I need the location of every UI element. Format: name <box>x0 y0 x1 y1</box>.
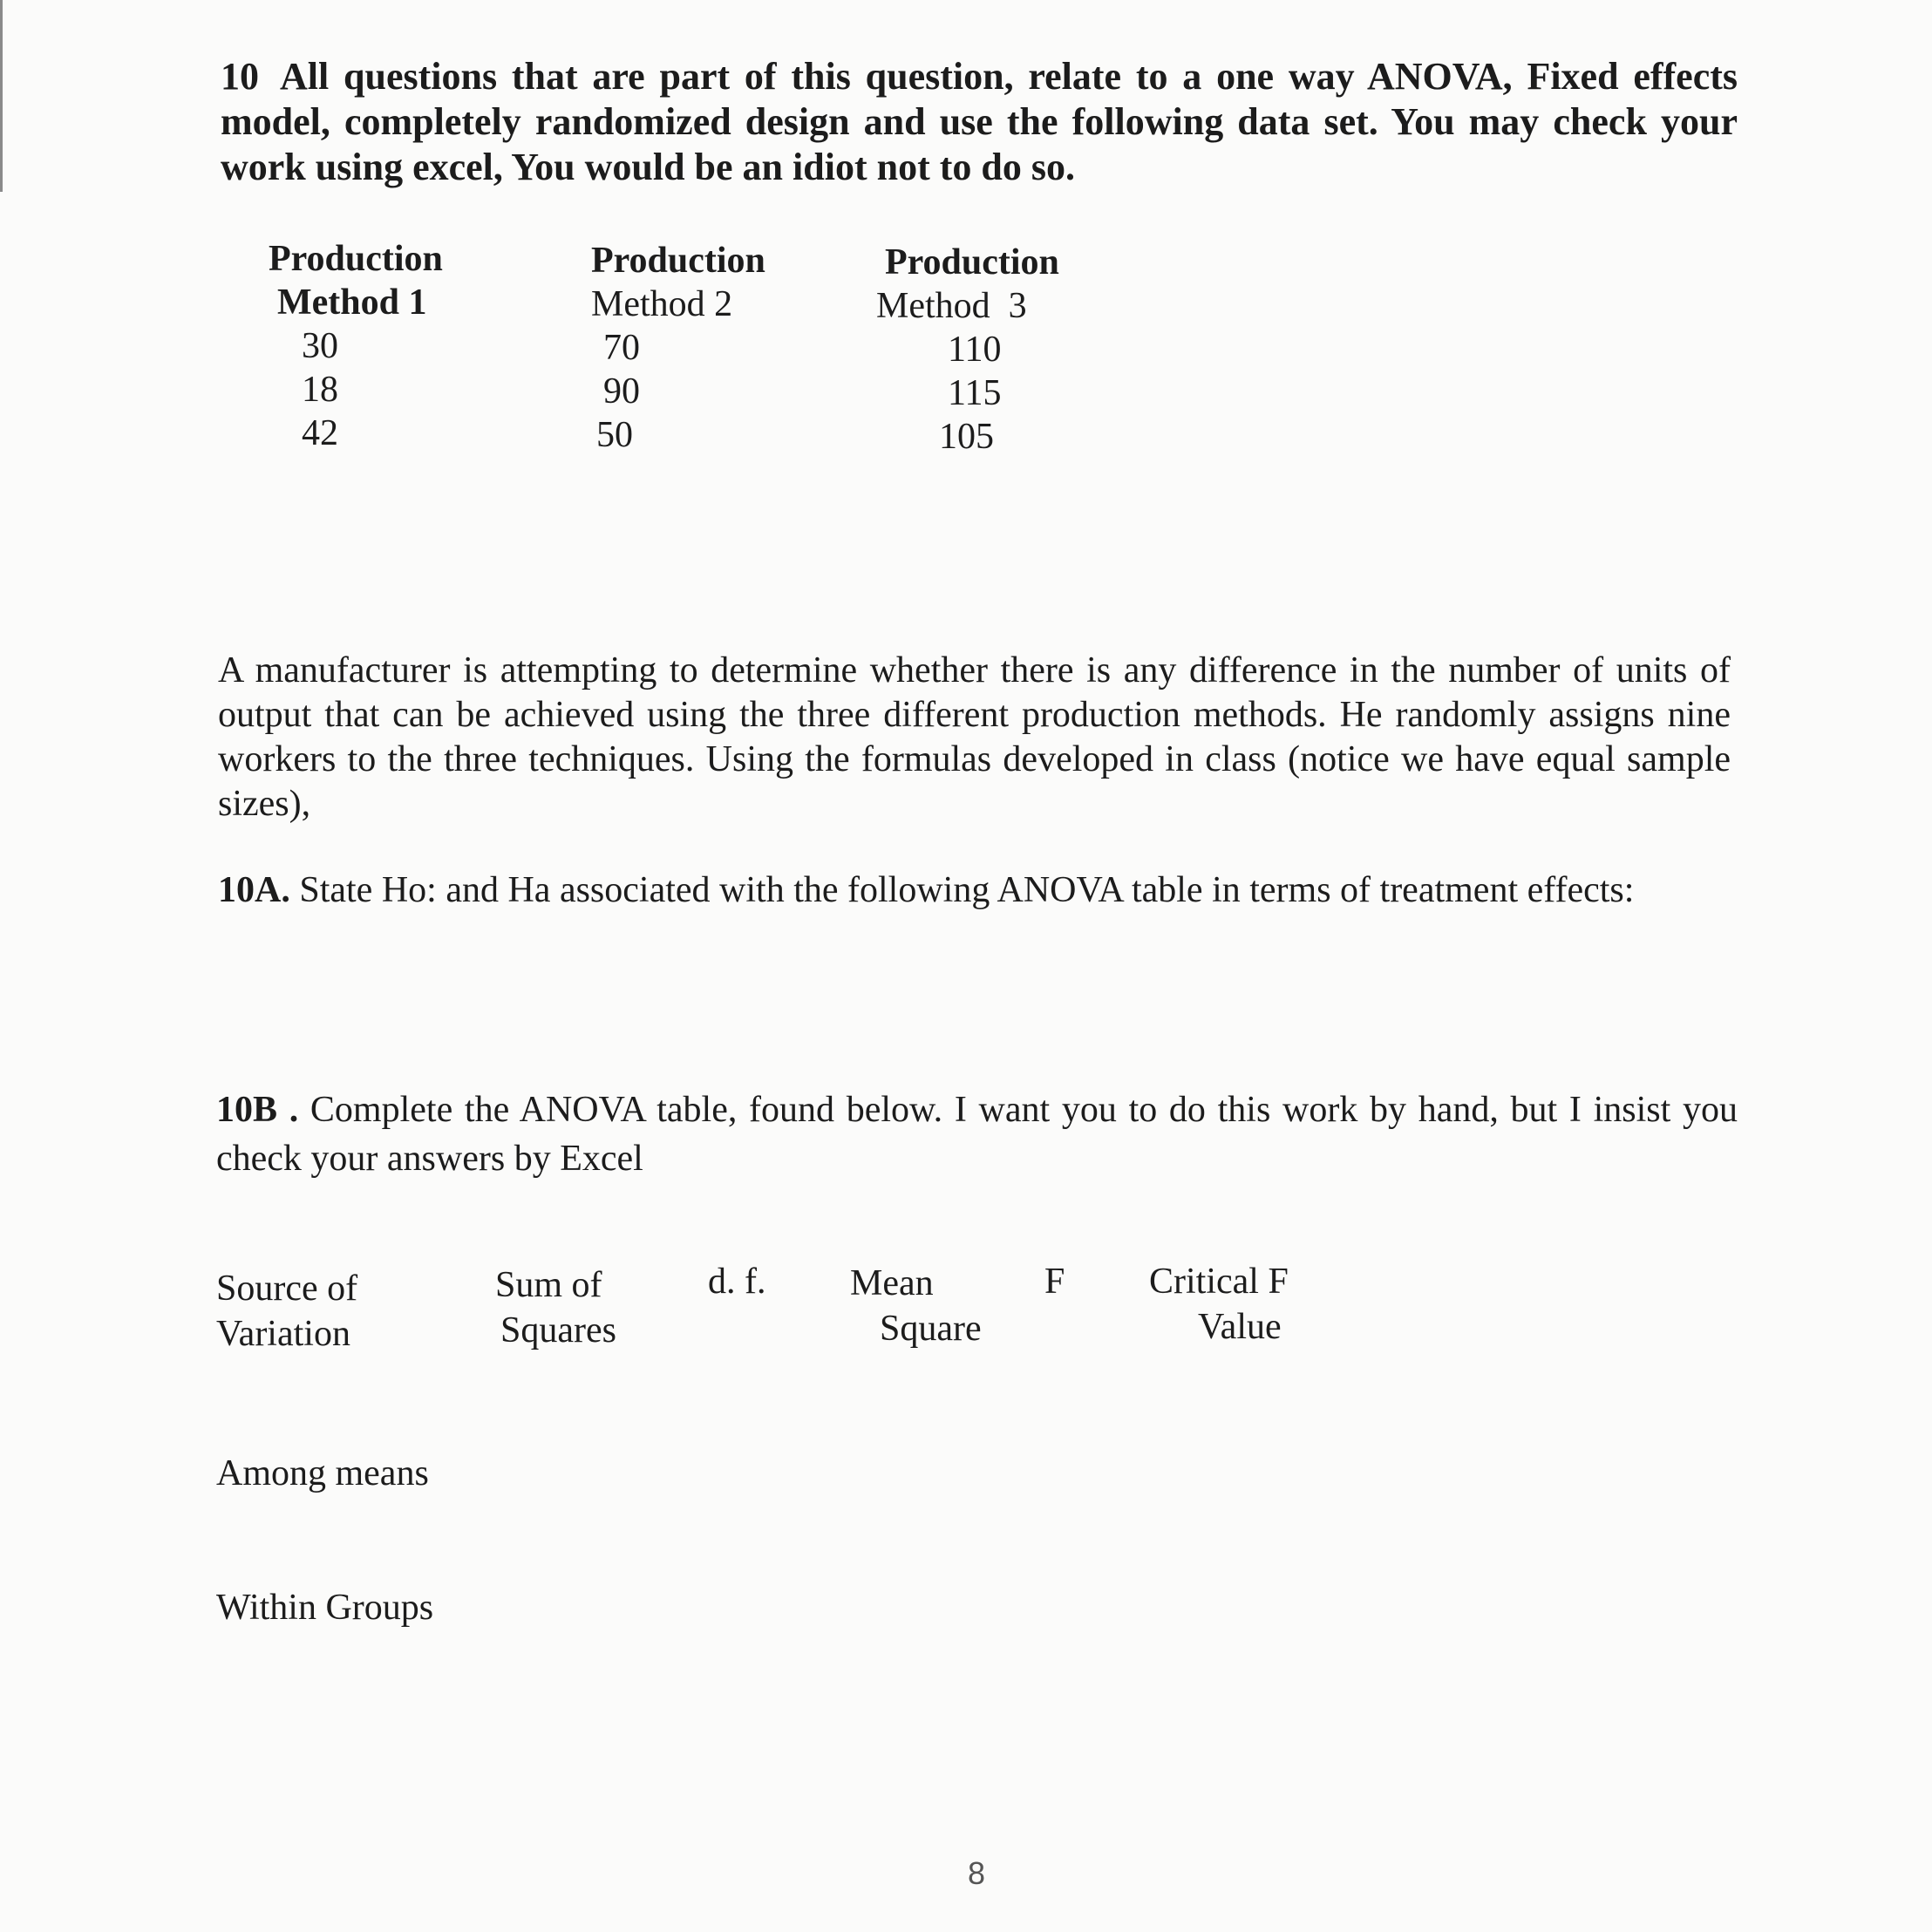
column-header-line2: Method 1 <box>277 282 427 323</box>
header-line: Square <box>880 1309 982 1349</box>
header-line: Critical F <box>1149 1262 1289 1302</box>
page-number: 8 <box>968 1855 986 1891</box>
anova-header-sum-of-squares <box>495 1262 616 1353</box>
header-line: Sum of <box>495 1265 602 1305</box>
data-cell: 18 <box>302 370 338 410</box>
anova-header-critical-f <box>1149 1259 1289 1350</box>
question-number: 10 <box>221 55 259 98</box>
part-b-text: Complete the ANOVA table, found below. I want you to do this work by hand, but I insist you check your answers by Excel <box>216 1090 1738 1179</box>
column-method-2 <box>591 239 765 457</box>
column-method-3 <box>876 241 1059 459</box>
question-intro-text: All questions that are part of this question, relate to a one way ANOVA, Fixed effects model, completely randomized design and use the following data set. You may check your work using excel, You would be an idiot not to do so. <box>221 55 1738 188</box>
question-intro <box>221 54 1738 190</box>
data-cell: 70 <box>603 328 640 368</box>
anova-header-mean-square <box>850 1261 982 1351</box>
data-cell: 90 <box>603 371 640 412</box>
header-line: d. f. <box>708 1262 766 1302</box>
anova-row-within-groups: Within Groups <box>216 1588 434 1628</box>
data-cell: 30 <box>302 326 338 366</box>
part-a <box>218 868 1744 913</box>
header-line: Source of <box>216 1269 358 1309</box>
data-cell: 50 <box>596 415 633 455</box>
data-cell: 105 <box>939 417 994 457</box>
part-a-label: 10A. <box>218 870 290 910</box>
production-data-table <box>227 237 1099 464</box>
column-header-line1: Production <box>591 241 765 281</box>
part-b <box>216 1085 1738 1183</box>
anova-header-source <box>216 1266 357 1357</box>
column-header-line1: Production <box>885 242 1059 282</box>
data-cell: 42 <box>302 413 338 453</box>
column-header-line2: Method 3 <box>876 286 1027 326</box>
problem-paragraph: A manufacturer is attempting to determine whether there is any difference in the number of units of output that can be achieved using the three different production methods. He randomly assigns nine workers to the three techniques. Using the formulas developed in class (notice we have equal sample sizes), <box>218 650 1731 824</box>
data-cell: 115 <box>948 373 1002 413</box>
part-b-label: 10B . <box>216 1090 299 1130</box>
data-cell: 110 <box>948 330 1002 370</box>
header-line: F <box>1044 1262 1065 1302</box>
header-line: Value <box>1198 1307 1282 1347</box>
anova-header-f <box>1044 1259 1065 1304</box>
page-edge-shadow <box>0 0 3 192</box>
header-line: Squares <box>500 1310 616 1350</box>
header-line: Mean <box>850 1263 934 1303</box>
column-header-line2: Method 2 <box>591 284 733 324</box>
anova-row-among-means: Among means <box>216 1453 429 1493</box>
column-header-line1: Production <box>269 239 443 279</box>
header-line: Variation <box>216 1314 350 1354</box>
anova-header-df <box>708 1259 766 1304</box>
part-a-text: State Ho: and Ha associated with the following ANOVA table in terms of treatment effects: <box>299 870 1635 910</box>
column-method-1 <box>269 237 443 455</box>
